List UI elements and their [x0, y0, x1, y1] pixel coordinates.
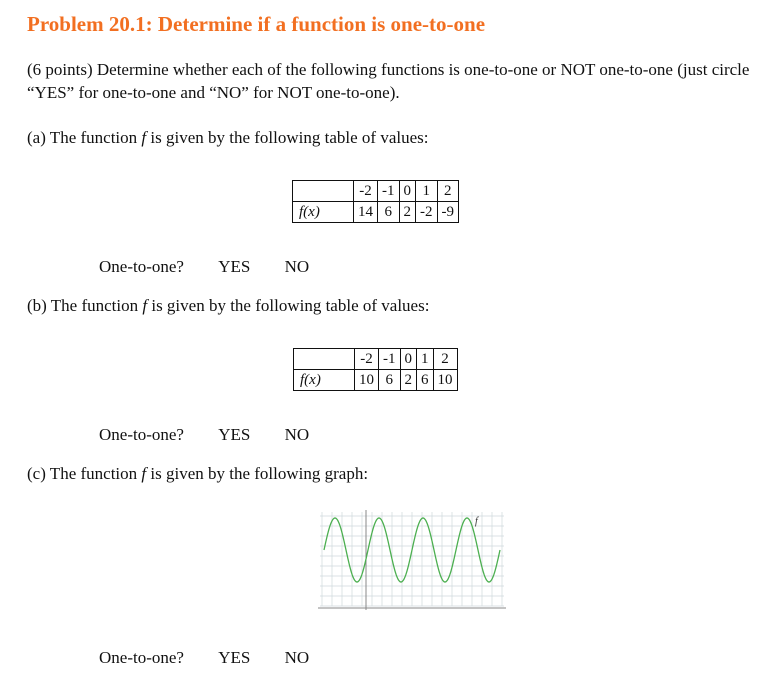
problem-title: Problem 20.1: Determine if a function is one-to-one: [27, 12, 486, 36]
table-cell: 0: [400, 349, 417, 370]
answer-yes-option[interactable]: YES: [218, 425, 251, 444]
instructions-text: (6 points) Determine whether each of the following functions is one-to-one or NOT one-to-one (just circle “YES” for one-to-one and “NO” for NOT one-to-one).: [27, 60, 750, 102]
table-cell: -2: [416, 202, 438, 223]
table-cell: 6: [378, 202, 400, 223]
part-b-fn: f: [142, 296, 148, 315]
answer-yes-option[interactable]: YES: [218, 257, 251, 276]
answer-no-option[interactable]: NO: [284, 425, 310, 444]
part-a-table: [292, 180, 459, 223]
table-cell: 10: [433, 370, 457, 391]
part-c-answer-row: [99, 648, 309, 668]
table-cell: 2: [399, 202, 416, 223]
curve-label: f: [475, 516, 478, 527]
table-cell: 2: [433, 349, 457, 370]
part-c-rest: is given by the following graph:: [150, 464, 369, 483]
part-b-answer-row: [99, 425, 309, 445]
answer-question: One-to-one?: [99, 648, 184, 667]
part-a-answer-row: [99, 257, 309, 277]
part-b-rest: is given by the following table of values:: [151, 296, 430, 315]
table-row: [294, 349, 458, 370]
table-cell: 1: [416, 181, 438, 202]
part-b-table: [293, 348, 458, 391]
table-cell: 6: [417, 370, 434, 391]
table-cell: 1: [417, 349, 434, 370]
part-a-label: (a) The function: [27, 128, 138, 147]
table-cell: 10: [355, 370, 379, 391]
table-row-header: f(x): [294, 370, 355, 391]
part-a-rest: is given by the following table of values:: [150, 128, 429, 147]
table-row: [294, 370, 458, 391]
table-corner-cell: [293, 181, 354, 202]
table-cell: 2: [437, 181, 459, 202]
table-cell: -2: [354, 181, 378, 202]
table-row-header: f(x): [293, 202, 354, 223]
part-c-label: (c) The function: [27, 464, 138, 483]
answer-no-option[interactable]: NO: [284, 648, 310, 667]
table-corner-cell: [294, 349, 355, 370]
answer-yes-option[interactable]: YES: [218, 648, 251, 667]
table-cell: -9: [437, 202, 459, 223]
part-c-fn: f: [141, 464, 147, 483]
table-cell: 0: [399, 181, 416, 202]
part-c-prompt: [27, 464, 368, 484]
table-cell: -2: [355, 349, 379, 370]
sine-graph: [318, 510, 506, 618]
part-b-prompt: [27, 296, 429, 316]
part-b-label: (b) The function: [27, 296, 139, 315]
table-row: [293, 202, 459, 223]
table-row: [293, 181, 459, 202]
table-cell: -1: [378, 181, 400, 202]
table-cell: 2: [400, 370, 417, 391]
part-a-prompt: [27, 128, 428, 148]
answer-question: One-to-one?: [99, 257, 184, 276]
table-cell: 14: [354, 202, 378, 223]
table-cell: -1: [379, 349, 401, 370]
table-cell: 6: [379, 370, 401, 391]
part-a-fn: f: [141, 128, 147, 147]
answer-no-option[interactable]: NO: [284, 257, 310, 276]
answer-question: One-to-one?: [99, 425, 184, 444]
